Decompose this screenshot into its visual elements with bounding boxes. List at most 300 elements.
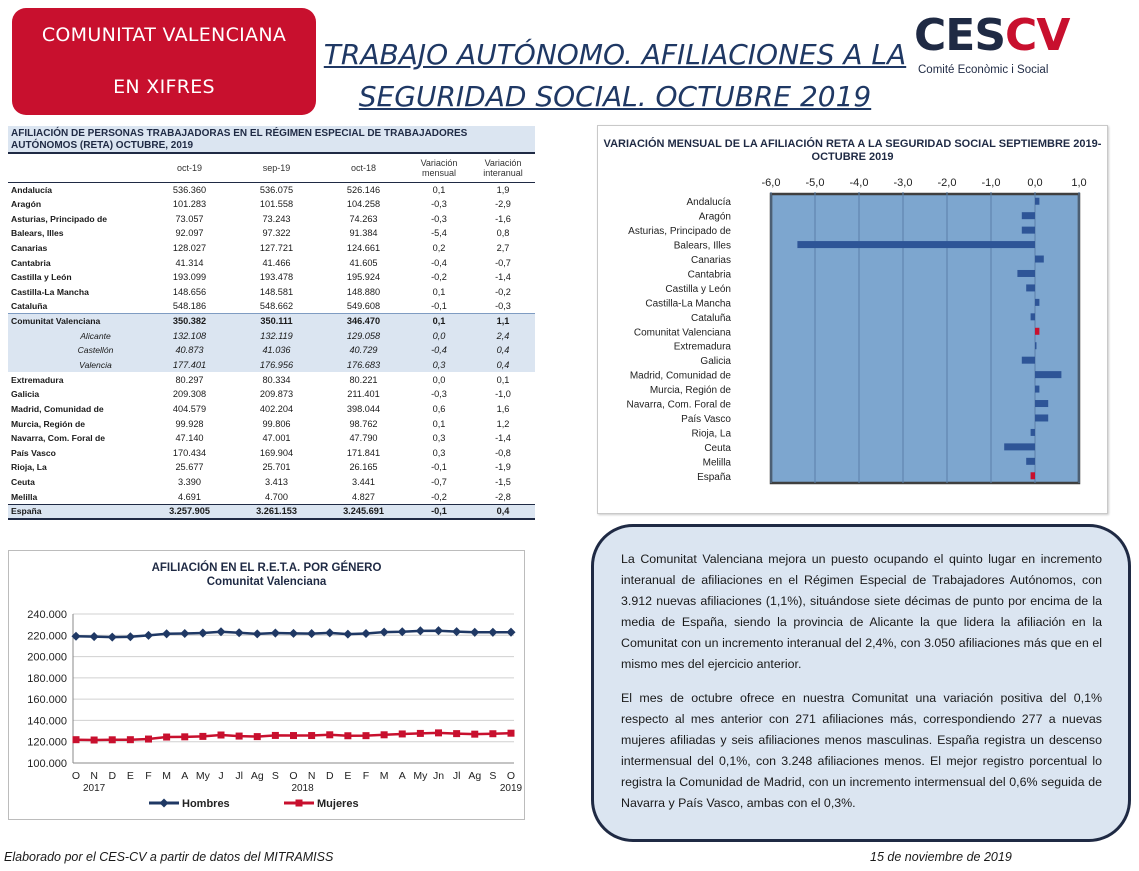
summary-paragraph-2: El mes de octubre ofrece en nuestra Comunitat una variación positiva del 0,1% respecto al mes anterior con 271 afiliaciones más, correspondiendo 277 a nuevas mujeres afiliadas y seis afiliaciones menos masculinas. España registra un descenso intermensual del 0,1%, con 3.248 afiliaciones menos. El mejor registro porcentual lo registra la Comunidad de Madrid, con un incremento intermensual del 0,6% seguida de Navarra y País Vasco, ambas con el 0,3%. <box>621 691 1102 810</box>
data-point <box>127 736 134 743</box>
year-label: 2018 <box>291 783 314 794</box>
table-cell-value: -2,9 <box>495 198 511 209</box>
table-cell-value: 1,6 <box>496 403 510 414</box>
table-row <box>8 328 535 343</box>
bar <box>1017 270 1035 277</box>
table-cell-value: -0,1 <box>431 462 447 473</box>
table-cell-value: 3.441 <box>352 477 375 488</box>
table-header-cell: oct-18 <box>320 154 407 182</box>
table-cell-region: Cataluña <box>11 301 48 312</box>
table-cell-value: 132.108 <box>146 328 233 343</box>
table-cell-value: 91.384 <box>349 228 378 239</box>
gender-plot <box>9 551 526 821</box>
table-header-cell <box>8 154 146 182</box>
bar <box>1035 299 1039 306</box>
y-tick-label: 140.000 <box>27 715 67 728</box>
data-point <box>308 732 315 739</box>
table-cell-value: -1,9 <box>495 462 511 473</box>
table-cell-value: 41.605 <box>349 257 378 268</box>
x-tick-label: N <box>90 770 98 782</box>
x-tick-label: -1,0 <box>981 177 1001 189</box>
table-cell-value: -0,7 <box>431 477 447 488</box>
table-cell-value: -0,4 <box>431 257 447 268</box>
bar <box>797 241 1035 248</box>
gender-chart-title-text: AFILIACIÓN EN EL R.E.T.A. POR GÉNERO <box>151 562 382 574</box>
table-cell-value: -0,2 <box>431 491 447 502</box>
table-cell-value: 47.140 <box>175 433 204 444</box>
table-cell-value: -2,8 <box>495 491 511 502</box>
table-cell-value: 41.466 <box>262 257 291 268</box>
bar <box>1035 371 1061 378</box>
table-cell-value: -0,4 <box>407 343 471 358</box>
table-row <box>8 358 535 373</box>
data-point <box>73 736 80 743</box>
table-row <box>8 211 535 226</box>
table-cell-region: Castellón <box>8 343 146 358</box>
table-row <box>8 270 535 285</box>
data-point <box>109 736 116 743</box>
y-category-label: España <box>697 471 731 483</box>
table-cell-value: 0,1 <box>432 184 446 195</box>
x-tick-label: O <box>506 770 516 782</box>
table-cell-region: Ceuta <box>11 477 35 488</box>
table-cell-value: 4.827 <box>352 491 375 502</box>
table-cell-region: Melilla <box>11 491 38 502</box>
table-cell-value: -0,1 <box>407 504 471 519</box>
x-tick-label: My <box>413 770 428 782</box>
y-tick-label: 180.000 <box>27 672 67 685</box>
table-cell-value: 148.581 <box>259 286 294 297</box>
bar <box>1022 212 1035 219</box>
data-point <box>162 629 171 638</box>
table-cell-value: -1,4 <box>495 433 511 444</box>
table-cell-value: 0,8 <box>496 228 510 239</box>
table-row <box>8 475 535 490</box>
table-cell-region: Murcia, Región de <box>11 418 86 429</box>
table-cell-value: 99.928 <box>175 418 204 429</box>
table-cell-value: 176.683 <box>320 358 407 373</box>
x-tick-label: A <box>398 770 406 782</box>
table-cell-region: Extremadura <box>11 374 64 385</box>
table-cell-value: 4.691 <box>178 491 201 502</box>
x-tick-label: 1,0 <box>1071 177 1087 189</box>
table-row <box>8 299 535 314</box>
table-cell-value: -0,2 <box>495 286 511 297</box>
data-point <box>199 733 206 740</box>
table-cell-region: España <box>8 504 146 519</box>
table-cell-value: 99.806 <box>262 418 291 429</box>
table-row <box>8 241 535 256</box>
data-point <box>416 626 425 635</box>
table-cell-value: 92.097 <box>175 228 204 239</box>
table-cell-value: 169.904 <box>259 447 294 458</box>
table-cell-value: 0,1 <box>432 418 446 429</box>
year-label: 2019 <box>499 783 523 794</box>
table-row <box>8 416 535 431</box>
table-cell-value: 193.478 <box>259 272 294 283</box>
bar <box>1035 256 1044 263</box>
table-cell-value: 2,7 <box>496 242 510 253</box>
table-cell-value: -0,3 <box>495 301 511 312</box>
table-cell-value: 101.283 <box>172 198 207 209</box>
y-category-label: Madrid, Comunidad de <box>629 370 731 382</box>
table-cell-value: 80.297 <box>175 374 204 385</box>
table-row <box>8 431 535 446</box>
legend-marker <box>159 798 168 807</box>
x-tick-label: E <box>344 770 352 782</box>
table-cell-value: 0,1 <box>432 286 446 297</box>
x-tick-label: F <box>145 770 152 782</box>
table-cell-value: 171.841 <box>346 447 381 458</box>
x-tick-label: J <box>218 770 224 782</box>
table-cell-value: 350.111 <box>233 314 320 329</box>
table-row <box>8 402 535 417</box>
table-body <box>8 182 535 519</box>
y-category-label: Castilla-La Mancha <box>645 298 731 310</box>
table-cell-value: 4.700 <box>265 491 288 502</box>
y-tick-label: 240.000 <box>27 609 67 621</box>
table-cell-region: Andalucía <box>11 184 53 195</box>
table-cell-value: 132.119 <box>233 328 320 343</box>
table-cell-value: 97.322 <box>262 228 291 239</box>
footer-source: Elaborado por el CES-CV a partir de datos del MITRAMISS <box>4 850 334 864</box>
table-cell-value: -0,2 <box>431 272 447 283</box>
data-point <box>108 633 117 642</box>
badge-line-1: COMUNITAT VALENCIANA <box>41 24 287 46</box>
bar <box>1031 313 1035 320</box>
table-cell-region: Alicante <box>8 328 146 343</box>
table-cell-region: Canarias <box>11 242 48 253</box>
x-tick-label: -2,0 <box>937 177 957 189</box>
table-cell-value: -1,5 <box>495 477 511 488</box>
y-category-label: País Vasco <box>681 413 731 425</box>
table-cell-value: 548.186 <box>172 301 207 312</box>
x-tick-label: Jl <box>452 770 461 782</box>
table-row <box>8 197 535 212</box>
table-cell-value: 47.001 <box>262 433 291 444</box>
table-cell-value: 1,2 <box>496 418 510 429</box>
monthly-variation-chart-title: VARIACIÓN MENSUAL DE LA AFILIACIÓN RETA A LA SEGURIDAD SOCIAL SEPTIEMBRE 2019-OCTUBRE 2019 <box>603 138 1102 163</box>
table-cell-value: -1,6 <box>495 213 511 224</box>
data-point <box>218 732 225 739</box>
y-tick-label: 200.000 <box>27 651 67 664</box>
table-row <box>8 460 535 475</box>
table-cell-value: 129.058 <box>320 328 407 343</box>
plot-area <box>771 194 1079 483</box>
table-cell-value: 404.579 <box>172 403 207 414</box>
table-cell-value: 80.221 <box>349 374 378 385</box>
table-row <box>8 489 535 504</box>
data-point <box>91 737 98 744</box>
table-cell-value: 0,1 <box>496 374 510 385</box>
table-cell-value: -0,1 <box>431 301 447 312</box>
table-cell-value: 127.721 <box>259 242 294 253</box>
table-cell-value: 176.956 <box>233 358 320 373</box>
y-category-label: Murcia, Región de <box>649 385 731 397</box>
data-point <box>289 629 298 638</box>
table-cell-value: 548.662 <box>259 301 294 312</box>
bar <box>1035 386 1039 393</box>
table-row <box>8 314 535 329</box>
table-cell-value: 41.314 <box>175 257 204 268</box>
table-cell-region: Valencia <box>8 358 146 373</box>
table-cell-value: 549.608 <box>346 301 381 312</box>
data-point <box>180 629 189 638</box>
table-cell-value: 148.880 <box>346 286 381 297</box>
data-point <box>271 629 280 638</box>
table-cell-value: 0,2 <box>432 242 446 253</box>
table-cell-value: 177.401 <box>146 358 233 373</box>
header-badge <box>12 8 316 115</box>
data-point <box>307 629 316 638</box>
table-cell-value: 170.434 <box>172 447 207 458</box>
monthly-variation-chart <box>597 125 1108 514</box>
table-cell-value: 128.027 <box>172 242 207 253</box>
table-cell-region: Rioja, La <box>11 462 47 473</box>
table-cell-value: 3.261.153 <box>233 504 320 519</box>
legend-label: Mujeres <box>317 798 359 810</box>
data-point <box>381 731 388 738</box>
logo-cv: CV <box>1005 10 1070 61</box>
table-cell-value: 26.165 <box>349 462 378 473</box>
x-tick-label: O <box>289 770 298 782</box>
table-cell-region: Aragón <box>11 198 42 209</box>
table-cell-value: 0,4 <box>471 343 535 358</box>
table-cell-region: Madrid, Comunidad de <box>11 403 104 414</box>
table-cell-value: 209.873 <box>259 389 294 400</box>
x-tick-label: D <box>325 770 334 782</box>
bar <box>1031 472 1035 479</box>
x-tick-label: -5,0 <box>805 177 825 189</box>
y-category-label: Galicia <box>700 356 731 368</box>
data-point <box>435 729 442 736</box>
table-cell-value: 124.661 <box>346 242 381 253</box>
y-tick-label: 100.000 <box>27 758 67 770</box>
table-row <box>8 387 535 402</box>
table-cell-value: 0,4 <box>471 504 535 519</box>
cescv-logo <box>914 10 1084 82</box>
table-row <box>8 504 535 519</box>
y-category-label: Extremadura <box>673 341 731 353</box>
year-label: 2017 <box>83 783 106 794</box>
bar <box>1035 328 1039 335</box>
table-cell-value: -0,3 <box>431 198 447 209</box>
x-tick-label: E <box>126 770 134 782</box>
table-cell-value: 0,3 <box>407 358 471 373</box>
y-category-label: Melilla <box>702 457 731 469</box>
table-cell-value: -1,0 <box>495 389 511 400</box>
table-cell-region: Navarra, Com. Foral de <box>11 433 106 444</box>
bar <box>1022 357 1035 364</box>
logo-mark <box>914 10 1069 62</box>
reta-table <box>8 126 535 520</box>
data-point <box>254 733 261 740</box>
table-cell-value: 0,4 <box>471 358 535 373</box>
y-category-label: Canarias <box>690 255 731 267</box>
page-title-line-1: TRABAJO AUTÓNOMO. AFILIACIONES A LA <box>323 38 907 71</box>
table-cell-value: 98.762 <box>349 418 378 429</box>
x-tick-label: M <box>162 770 171 782</box>
x-tick-label: -3,0 <box>893 177 913 189</box>
x-tick-label: O <box>71 770 81 782</box>
summary-panel <box>591 524 1131 842</box>
data-point <box>198 629 207 638</box>
data-point <box>453 730 460 737</box>
table-cell-value: 148.656 <box>172 286 207 297</box>
y-category-label: Balears, Illes <box>673 240 731 252</box>
data-point <box>181 733 188 740</box>
bar <box>1022 227 1035 234</box>
table-cell-region: Galicia <box>11 389 40 400</box>
table-cell-region: País Vasco <box>11 447 56 458</box>
data-point <box>361 629 370 638</box>
table-cell-value: 3.245.691 <box>320 504 407 519</box>
data-point <box>434 626 443 635</box>
table-cell-value: 2,4 <box>471 328 535 343</box>
footer-date: 15 de noviembre de 2019 <box>870 850 1012 864</box>
table-cell-region: Castilla-La Mancha <box>11 286 89 297</box>
table-cell-value: 101.558 <box>259 198 294 209</box>
table-cell-value: 0,0 <box>432 374 446 385</box>
gender-chart <box>8 550 525 820</box>
table-cell-value: 73.243 <box>262 213 291 224</box>
x-tick-label: Jl <box>235 770 243 782</box>
data-point <box>399 730 406 737</box>
table-cell-value: 74.263 <box>349 213 378 224</box>
table-header-cell: sep-19 <box>233 154 320 182</box>
table-cell-value: -0,7 <box>495 257 511 268</box>
y-category-label: Aragón <box>698 211 731 223</box>
data-point <box>272 732 279 739</box>
x-tick-label: Ag <box>250 770 264 782</box>
legend-marker <box>296 800 303 807</box>
data-point <box>126 632 135 641</box>
table-row <box>8 255 535 270</box>
x-tick-label: 0,0 <box>1027 177 1043 189</box>
table-row <box>8 446 535 461</box>
data-point <box>90 632 99 641</box>
bar <box>1026 284 1035 291</box>
bar <box>1035 342 1037 349</box>
table-cell-value: 41.036 <box>233 343 320 358</box>
x-tick-label: Ag <box>468 770 482 782</box>
logo-ces: CES <box>914 10 1006 61</box>
gender-chart-subtitle: Comunitat Valenciana <box>206 576 327 588</box>
table-cell-value: -5,4 <box>431 228 447 239</box>
data-point <box>417 730 424 737</box>
y-category-label: Comunitat Valenciana <box>633 327 731 339</box>
table-header-cell: oct-19 <box>146 154 233 182</box>
table-cell-value: 398.044 <box>346 403 381 414</box>
data-point <box>489 730 496 737</box>
data-point <box>325 628 334 637</box>
table-cell-value: 0,1 <box>407 314 471 329</box>
table-cell-value: 25.677 <box>175 462 204 473</box>
y-category-label: Cantabria <box>687 269 731 281</box>
table-row <box>8 284 535 299</box>
table-cell-region: Castilla y León <box>11 272 72 283</box>
bar <box>1004 443 1035 450</box>
data-point <box>344 732 351 739</box>
y-category-label: Rioja, La <box>691 428 731 440</box>
page-title-line-2: SEGURIDAD SOCIAL. OCTUBRE 2019 <box>358 80 872 113</box>
summary-paragraph-1: La Comunitat Valenciana mejora un puesto ocupando el quinto lugar en incremento interanual de afiliaciones en el Régimen Especial de Trabajadores Autónomos, con 3.912 nuevas afiliaciones (1,1%), situándose siete décimas de punto por encima de la media de España, siendo la provincia de Alicante la que lidera la afiliación en la Comunitat con un incremento interanual del 2,4%, con 3.050 afiliaciones más que en el mismo mes del ejercicio anterior. <box>621 552 1102 671</box>
table-cell-value: -0,8 <box>495 447 511 458</box>
data-point <box>508 730 515 737</box>
table-cell-value: 209.308 <box>172 389 207 400</box>
y-category-label: Navarra, Com. Foral de <box>626 399 731 411</box>
table-cell-value: 3.390 <box>178 477 201 488</box>
data-point <box>343 630 352 639</box>
table-cell-value: 40.873 <box>146 343 233 358</box>
table-cell-value: 211.401 <box>347 389 380 400</box>
bar <box>1035 414 1048 421</box>
data-point <box>145 736 152 743</box>
table-cell-value: 40.729 <box>320 343 407 358</box>
table-cell-value: 402.204 <box>259 403 294 414</box>
table-cell-value: -0,3 <box>431 213 447 224</box>
table-cell-value: 536.360 <box>172 184 207 195</box>
table-cell-value: 0,6 <box>432 403 446 414</box>
table-cell-value: 1,9 <box>496 184 510 195</box>
x-tick-label: Jn <box>432 770 445 782</box>
table-cell-value: 80.334 <box>262 374 291 385</box>
legend-label: Hombres <box>182 798 230 810</box>
x-tick-label: M <box>379 770 389 782</box>
table-cell-region: Comunitat Valenciana <box>8 314 146 329</box>
table-title: AFILIACIÓN DE PERSONAS TRABAJADORAS EN EL RÉGIMEN ESPECIAL DE TRABAJADORES AUTÓNOMOS (RETA) OCTUBRE, 2019 <box>8 126 535 154</box>
y-tick-label: 120.000 <box>27 736 67 749</box>
y-category-label: Cataluña <box>690 312 731 324</box>
monthly-variation-plot <box>598 126 1109 515</box>
bar <box>1031 429 1035 436</box>
y-category-label: Castilla y León <box>665 283 731 295</box>
x-tick-label: D <box>108 770 117 782</box>
y-category-label: Andalucía <box>686 197 731 209</box>
data-point <box>235 628 244 637</box>
bar <box>1035 400 1048 407</box>
y-tick-label: 220.000 <box>27 630 67 643</box>
x-tick-label: A <box>181 770 189 782</box>
table-cell-value: 526.146 <box>346 184 381 195</box>
table-cell-region: Cantabria <box>11 257 51 268</box>
table-cell-value: 0,3 <box>432 447 446 458</box>
table-row <box>8 182 535 197</box>
reta-data-table <box>8 154 535 520</box>
table-cell-value: 3.257.905 <box>146 504 233 519</box>
x-tick-label: S <box>271 770 279 782</box>
table-header-cell: Variación interanual <box>471 154 535 182</box>
x-tick-label: My <box>195 770 210 782</box>
table-row <box>8 372 535 387</box>
badge-line-2: EN XIFRES <box>113 76 215 98</box>
data-point <box>163 734 170 741</box>
table-cell-region: Balears, Illes <box>11 228 64 239</box>
table-cell-value: -0,3 <box>431 389 447 400</box>
table-header-row <box>8 154 535 182</box>
x-tick-label: S <box>489 770 497 782</box>
y-category-label: Asturias, Principado de <box>628 226 731 238</box>
table-row <box>8 226 535 241</box>
x-tick-label: F <box>362 770 370 782</box>
x-tick-label: -4,0 <box>849 177 869 189</box>
x-tick-label: N <box>307 770 316 782</box>
data-point <box>236 733 243 740</box>
data-point <box>363 732 370 739</box>
table-cell-value: 536.075 <box>259 184 294 195</box>
table-cell-value: -1,4 <box>495 272 511 283</box>
bar <box>1035 198 1039 205</box>
